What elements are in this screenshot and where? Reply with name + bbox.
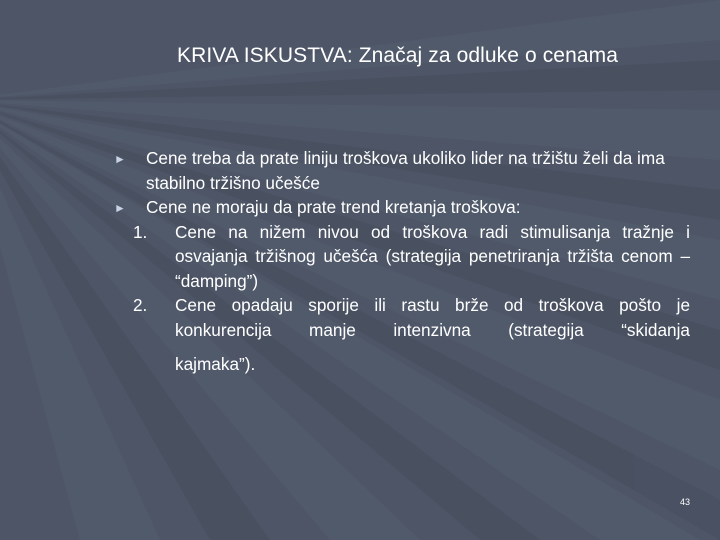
page-number: 43 (679, 497, 690, 507)
bullet-text: Cene ne moraju da prate trend kretanja troškova: (146, 197, 521, 217)
slide-title: KRIVA ISKUSTVA: Značaj za odluke o cenama (176, 44, 619, 67)
numbered-text: Cene na nižem nivou od troškova radi stimulisanja tražnje i osvajanja tržišnog učešća (strategija penetriranja tržišta cenom – “damping”) (175, 221, 690, 291)
triangle-bullet-icon: ► (114, 152, 126, 166)
numbered-item (120, 220, 690, 294)
number-marker: 1. (133, 221, 148, 242)
numbered-continuation: kajmaka”). (175, 354, 256, 374)
bullet-item (114, 146, 690, 195)
numbered-text: Cene opadaju sporije ili rastu brže od troškova pošto je konkurencija manje intenzivna (strategija “skidanja (175, 295, 690, 340)
numbered-item (120, 293, 690, 342)
triangle-bullet-icon: ► (114, 201, 126, 215)
number-marker: 2. (133, 295, 148, 315)
bullet-item (114, 195, 690, 220)
slide-content (114, 146, 690, 377)
bullet-text: Cene treba da prate liniju troškova ukoliko lider na tržištu želi da ima stabilno tržišno učešće (146, 148, 665, 193)
